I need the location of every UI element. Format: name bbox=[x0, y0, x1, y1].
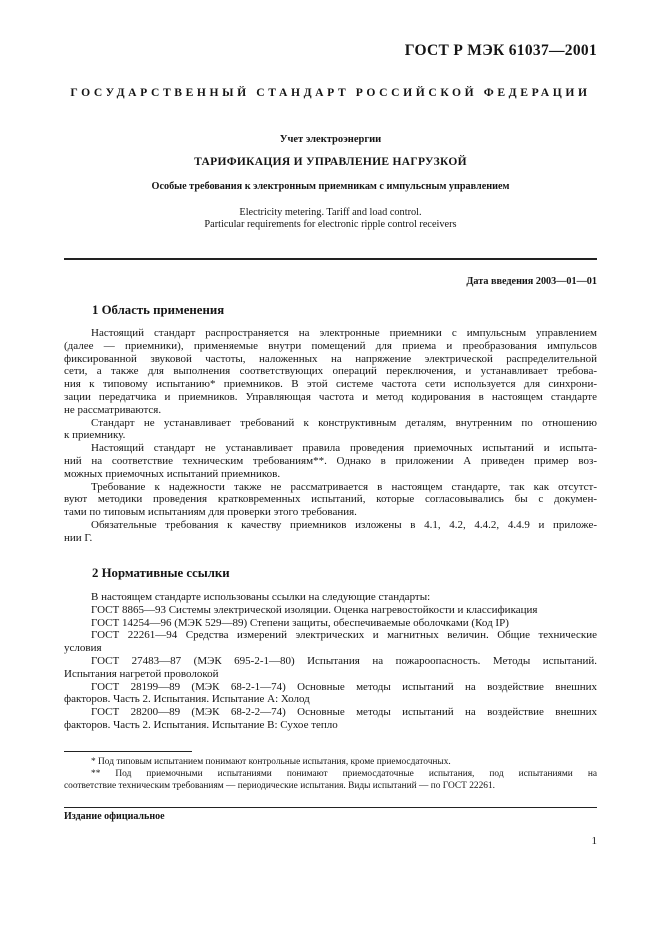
text-line: Стандарт не устанавливает требований к конструктивным деталям, внутренним по отношению bbox=[91, 416, 597, 429]
section-2-heading: 2 Нормативные ссылки bbox=[92, 566, 230, 580]
text-line: ГОСТ 22261—94 Средства измерений электрических и магнитных величин. Общие технические bbox=[91, 629, 597, 642]
text-line: (далее — приемники), применяемые внутри помещений для приема и преобразования импульсов bbox=[64, 339, 597, 352]
footnote-line: соответствие техническим требованиям — периодические испытания. Виды испытаний — по ГОСТ 22261. bbox=[64, 781, 495, 791]
text-line: Обязательные требования к качеству приемников изложены в 4.1, 4.2, 4.4.2, 4.4.9 и приложе- bbox=[91, 518, 597, 531]
text-line: В настоящем стандарте использованы ссылки на следующие стандарты: bbox=[91, 591, 431, 603]
english-title-line-2: Particular requirements for electronic ripple control receivers bbox=[204, 219, 457, 230]
english-title-line-1: Electricity metering. Tariff and load control. bbox=[239, 207, 422, 218]
text-line: Настоящий стандарт распространяется на электронные приемники с импульсным управлением bbox=[91, 327, 597, 339]
text-line: вуют методики проведения кратковременных испытаний, которые согласовывались бы с докумен- bbox=[64, 493, 597, 506]
edition-label: Издание официальное bbox=[64, 811, 165, 822]
text-line: ГОСТ 28199—89 (МЭК 68-2-1—74) Основные методы испытаний на воздействие внешних bbox=[91, 680, 597, 693]
text-line: Настоящий стандарт не устанавливает правила проведения приемочных испытаний и испыта- bbox=[91, 442, 597, 455]
text-line: ния к типовому испытанию* приемников. В этой системе частота сети используется для синхрони- bbox=[64, 378, 597, 391]
footnotes bbox=[64, 756, 597, 792]
text-line: нии Г. bbox=[64, 531, 93, 544]
text-line: ГОСТ 14254—96 (МЭК 529—89) Степени защиты, обеспечиваемые оболочками (Код IP) bbox=[91, 616, 509, 629]
text-line: зации передатчика и приемников. Управляющая частота и метод кодирования в настоящем стандарте bbox=[64, 390, 597, 403]
text-line: Требование к надежности также не рассматривается в настоящем стандарте, так как отсутст- bbox=[91, 480, 597, 493]
text-line: к приемнику. bbox=[64, 429, 126, 442]
text-line: тами по типовым испытаниям для проверки этого требования. bbox=[64, 506, 357, 519]
main-title: ТАРИФИКАЦИЯ И УПРАВЛЕНИЕ НАГРУЗКОЙ bbox=[194, 156, 467, 168]
text-line: ний на соответствие техническим требованиям**. Однако в приложении А приведен пример воз- bbox=[64, 454, 597, 467]
text-line: ГОСТ 28200—89 (МЭК 68-2-2—74) Основные методы испытаний на воздействие внешних bbox=[91, 706, 597, 719]
introduction-date: Дата введения 2003—01—01 bbox=[466, 276, 597, 287]
section-1-heading: 1 Область применения bbox=[92, 303, 225, 317]
footnote-divider bbox=[64, 751, 192, 752]
text-line: факторов. Часть 2. Испытания. Испытание А: Холод bbox=[64, 693, 310, 706]
footnote-line: * Под типовым испытанием понимают контрольные испытания, кроме приемосдаточных. bbox=[91, 757, 451, 767]
document-code: ГОСТ Р МЭК 61037—2001 bbox=[404, 42, 597, 59]
text-line: условия bbox=[64, 642, 102, 655]
page-number: 1 bbox=[591, 835, 597, 847]
state-standard-title: ГОСУДАРСТВЕННЫЙ СТАНДАРТ РОССИЙСКОЙ ФЕДЕРАЦИИ bbox=[70, 86, 591, 99]
edition-divider bbox=[64, 807, 597, 808]
text-line: не рассматриваются. bbox=[64, 403, 162, 416]
footnote-line: ** Под приемочными испытаниями понимают приемосдаточные испытания, под испытаниями на bbox=[91, 769, 597, 779]
title-divider bbox=[64, 258, 597, 260]
text-line: можных приемочных испытаний приемников. bbox=[64, 467, 281, 480]
category-title: Учет электроэнергии bbox=[279, 134, 382, 145]
text-line: факторов. Часть 2. Испытания. Испытание В: Сухое тепло bbox=[64, 718, 338, 731]
section-1-body bbox=[64, 327, 597, 545]
text-line: Испытания нагретой проволокой bbox=[64, 667, 219, 680]
text-line: ГОСТ 8865—93 Системы электрической изоляции. Оценка нагревостойкости и классификация bbox=[91, 603, 538, 616]
subtitle: Особые требования к электронным приемникам с импульсным управлением bbox=[151, 181, 510, 192]
section-2-body bbox=[64, 591, 597, 732]
text-line: ГОСТ 27483—87 (МЭК 695-2-1—80) Испытания на пожароопасность. Методы испытаний. bbox=[91, 654, 597, 667]
text-line: сети, а также для выполнения соответствующих операций переключения, и устанавливает требова- bbox=[64, 365, 597, 378]
text-line: фиксированной звуковой частоты, наложенных на напряжение электрической распределительной bbox=[64, 352, 597, 365]
